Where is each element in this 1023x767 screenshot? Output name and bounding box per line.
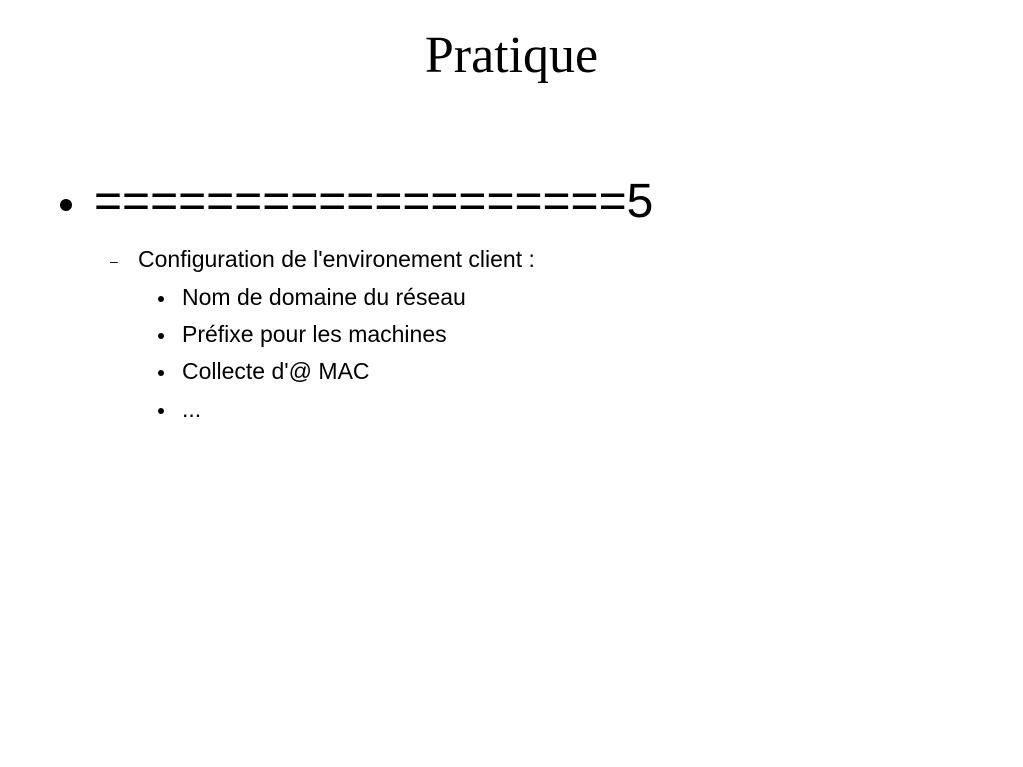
list-item [158,281,466,313]
bullet-level2 [110,243,535,275]
bullet-dot-icon [60,199,72,211]
list-item [158,393,201,425]
dash-icon: – [110,252,118,269]
list-item-text: Préfixe pour les machines [182,321,447,347]
bullet-dot-icon [158,333,164,339]
bullet-level1 [60,172,653,232]
bullet-dot-icon [158,296,164,302]
list-item-text: Collecte d'@ MAC [182,358,370,384]
bullet-level1-text: ===================5 [94,175,654,228]
list-item-text: ... [182,396,202,422]
bullet-level2-text: Configuration de l'environement client : [138,246,535,272]
slide-title: Pratique [424,27,599,84]
bullet-dot-icon [158,408,164,414]
list-item-text: Nom de domaine du réseau [182,284,466,310]
list-item [158,355,370,387]
list-item [158,318,447,350]
bullet-dot-icon [158,370,164,376]
